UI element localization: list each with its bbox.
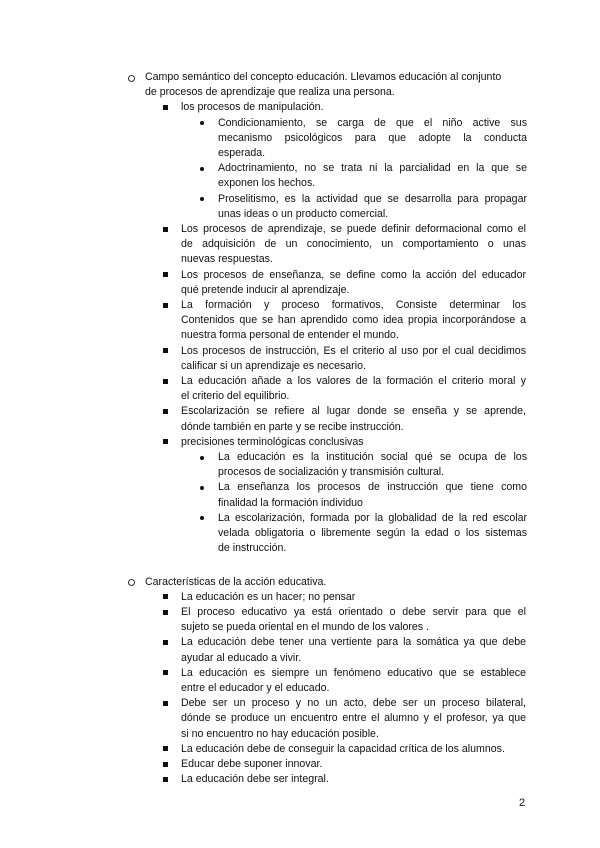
sub-item-text: finalidad la formación individuo <box>218 496 363 509</box>
list-item-text: Los procesos de enseñanza, se define como la acción del educador <box>181 268 526 281</box>
list-item-text: La educación debe tener una vertiente para la somática ya que debe <box>181 636 526 649</box>
sub-item-text: exponen los hechos. <box>218 177 316 190</box>
circle-bullet-icon <box>128 579 135 586</box>
circle-bullet-icon <box>128 75 135 82</box>
list-item-text: Los procesos de instrucción, Es el criterio al uso por el cual decidimos <box>181 344 526 357</box>
dot-bullet-icon <box>200 121 204 125</box>
square-bullet-icon <box>163 670 168 675</box>
sub-item-text: de instrucción. <box>218 542 287 555</box>
list-item-text: de adquisición de un conocimiento, un comportamiento o unas <box>181 238 526 251</box>
dot-bullet-icon <box>200 456 204 460</box>
sub-item-text: Proselitismo, es la actividad que se desarrolla para propagar <box>218 192 527 205</box>
sub-item-text: La educación es la institución social qué se ocupa de los <box>218 451 527 463</box>
list-item-text: sujeto se pueda oriental en el mundo de los valores . <box>181 621 429 634</box>
list-item-text: La educación añade a los valores de la formación el criterio moral y <box>181 375 526 387</box>
list-item-text: precisiones terminológicas conclusivas <box>181 435 364 448</box>
list-item-text: Escolarización se refiere al lugar donde se enseña y se aprende, <box>181 405 526 418</box>
sub-item-text: La escolarización, formada por la globalidad de la red escolar <box>218 511 527 524</box>
square-bullet-icon <box>163 439 168 444</box>
square-bullet-icon <box>163 303 168 308</box>
list-item-text: La educación debe de conseguir la capacidad crítica de los alumnos. <box>181 742 505 755</box>
sub-item-text: procesos de socialización y transmisión cultural. <box>218 466 445 479</box>
sub-item-text: La enseñanza los procesos de instrucción que tiene como <box>218 481 527 494</box>
list-item-text: dónde se produce un encuentro entre el alumno y el profesor, ya que <box>181 712 526 725</box>
square-bullet-icon <box>163 640 168 645</box>
page-number: 2 <box>519 797 526 809</box>
square-bullet-icon <box>163 272 168 277</box>
list-item-text: Educar debe suponer innovar. <box>181 758 323 771</box>
dot-bullet-icon <box>200 516 204 520</box>
list-item-text: nuestra forma personal de entender el mundo. <box>181 329 399 342</box>
list-item-text: El proceso educativo ya está orientado o debe servir para que el <box>181 606 526 619</box>
sub-item-text: Condicionamiento, se carga de que el niño active sus <box>218 116 527 129</box>
list-item-text: La educación es un hacer; no pensar <box>181 590 356 603</box>
square-bullet-icon <box>163 348 168 353</box>
square-bullet-icon <box>163 379 168 384</box>
section-title: Características de la acción educativa. <box>145 575 327 588</box>
square-bullet-icon <box>163 105 168 110</box>
list-item-text: ayudar al educado a vivir. <box>181 651 302 664</box>
square-bullet-icon <box>163 227 168 232</box>
list-item-text: nuevas respuestas. <box>181 253 273 266</box>
square-bullet-icon <box>163 409 168 414</box>
dot-bullet-icon <box>200 486 204 490</box>
square-bullet-icon <box>163 594 168 599</box>
sub-item-text: velada obligatoria o libremente según la edad o los sistemas <box>218 527 527 539</box>
square-bullet-icon <box>163 746 168 751</box>
list-item-text: calificar si un aprendizaje es necesario. <box>181 359 366 372</box>
list-item-text: dónde también en parte y se recibe instrucción. <box>181 420 404 433</box>
dot-bullet-icon <box>200 167 204 171</box>
list-item-text: entre el educador y el educado. <box>181 682 330 695</box>
list-item-text: Contenidos que se han aprendido como idea propia incorporándose a <box>181 314 526 327</box>
list-item-text: qué pretende inducir al aprendizaje. <box>181 283 350 296</box>
list-item-text: si no encuentro no hay educación posible. <box>181 727 379 740</box>
list-item-text: La educación debe ser integral. <box>181 773 329 786</box>
sub-item-text: unas ideas o un producto comercial. <box>218 207 389 220</box>
square-bullet-icon <box>163 610 168 615</box>
sub-item-text: Adoctrinamiento, no se trata ni la parcialidad en la que se <box>218 162 527 175</box>
list-item-text: La educación es siempre un fenómeno educativo que se establece <box>181 666 526 679</box>
dot-bullet-icon <box>200 197 204 201</box>
square-bullet-icon <box>163 762 168 767</box>
sub-item-text: mecanismo psicológicos para que adopte la conducta <box>218 131 527 144</box>
sub-item-text: esperada. <box>218 147 266 159</box>
list-item-text: La formación y proceso formativos, Consiste determinar los <box>181 299 526 311</box>
list-item-text: el criterio del equilibrio. <box>181 390 290 403</box>
section-title: de procesos de aprendizaje que realiza una persona. <box>145 86 395 99</box>
square-bullet-icon <box>163 777 168 782</box>
section-title: Campo semántico del concepto educación. Llevamos educación al conjunto <box>145 71 502 83</box>
square-bullet-icon <box>163 701 168 706</box>
list-item-text: Los procesos de aprendizaje, se puede definir deformacional como el <box>181 223 526 235</box>
list-item-text: Debe ser un proceso y no un acto, debe ser un proceso bilateral, <box>181 697 526 710</box>
list-item-text: los procesos de manipulación. <box>181 101 324 114</box>
